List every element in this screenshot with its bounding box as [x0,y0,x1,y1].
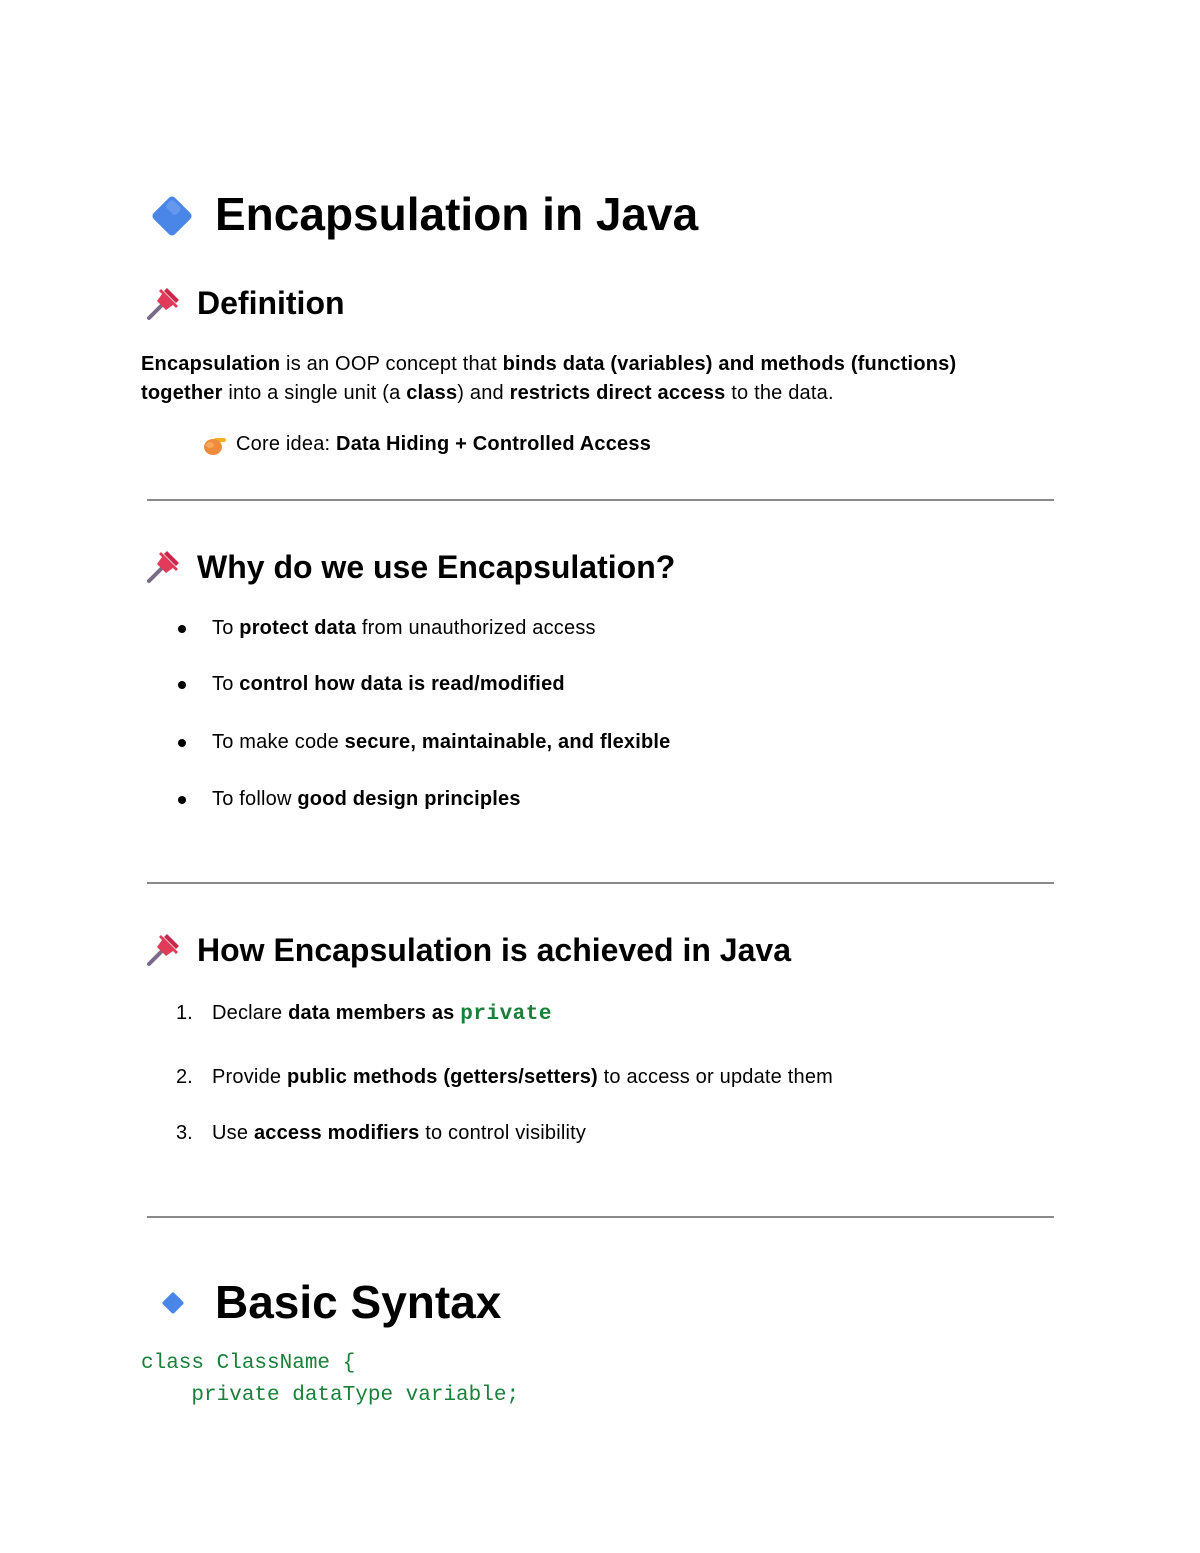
numbered-item-text: Provide [212,1066,287,1088]
definition-bold-2: together [141,382,223,404]
bullet-icon [178,739,186,747]
core-idea-label: Core idea: [236,433,337,455]
numbered-item-text: Declare [212,1002,289,1024]
horizontal-rule [147,882,1054,884]
list-item-text: from unauthorized access [356,617,596,639]
pushpin-icon [144,931,182,969]
inline-code: private [460,1003,552,1026]
list-item-text: To [212,617,240,639]
why-heading: Why do we use Encapsulation? [197,549,676,585]
definition-heading: Definition [197,285,345,321]
list-item [212,670,565,699]
numbered-item [212,1119,586,1148]
list-item [212,614,596,643]
list-item [212,785,521,814]
definition-text-2: into a single unit (a [222,382,407,404]
small-blue-diamond-icon [158,1288,188,1318]
numbered-item-text: to access or update them [597,1066,834,1088]
definition-text-1: is an OOP concept that [280,353,503,375]
list-number: 3. [176,1122,193,1144]
numbered-item [212,1063,833,1092]
definition-bold-1: binds data (variables) and methods (functions) [502,353,957,375]
pointing-hand-icon [202,433,228,457]
list-item-text: To make code [212,731,345,753]
numbered-item-bold: access modifiers [253,1122,420,1144]
list-item-bold: secure, maintainable, and flexible [344,731,671,753]
core-idea-value: Data Hiding + Controlled Access [336,433,652,455]
definition-text-3: ) and [457,382,510,404]
list-item-bold: good design principles [297,788,521,810]
definition-bold-3: class [406,382,458,404]
numbered-item-bold: public methods (getters/setters) [286,1066,598,1088]
numbered-item-text: to control visibility [419,1122,587,1144]
list-item-bold: protect data [239,617,357,639]
bullet-icon [178,796,186,804]
definition-text-4: to the data. [725,382,834,404]
numbered-item-bold: data members as [288,1002,461,1024]
how-heading: How Encapsulation is achieved in Java [197,932,791,968]
list-item-text: To follow [212,788,298,810]
bullet-icon [178,625,186,633]
list-number: 1. [176,1002,193,1024]
list-item [212,728,670,757]
list-item-bold: control how data is read/modified [239,673,565,695]
code-line: private dataType variable; [141,1384,520,1407]
definition-term: Encapsulation [141,353,281,375]
page-title: Encapsulation in Java [215,188,699,240]
pushpin-icon [144,285,182,323]
numbered-item [212,999,552,1029]
horizontal-rule [147,1216,1054,1218]
code-line: class ClassName { [141,1352,356,1375]
syntax-heading: Basic Syntax [215,1276,502,1328]
list-number: 2. [176,1066,193,1088]
numbered-item-text: Use [212,1122,254,1144]
bullet-icon [178,681,186,689]
core-idea [236,430,651,459]
definition-paragraph [141,350,1041,408]
horizontal-rule [147,499,1054,501]
pushpin-icon [144,548,182,586]
list-item-text: To [212,673,240,695]
large-blue-diamond-icon [148,192,196,240]
definition-bold-4: restricts direct access [509,382,726,404]
